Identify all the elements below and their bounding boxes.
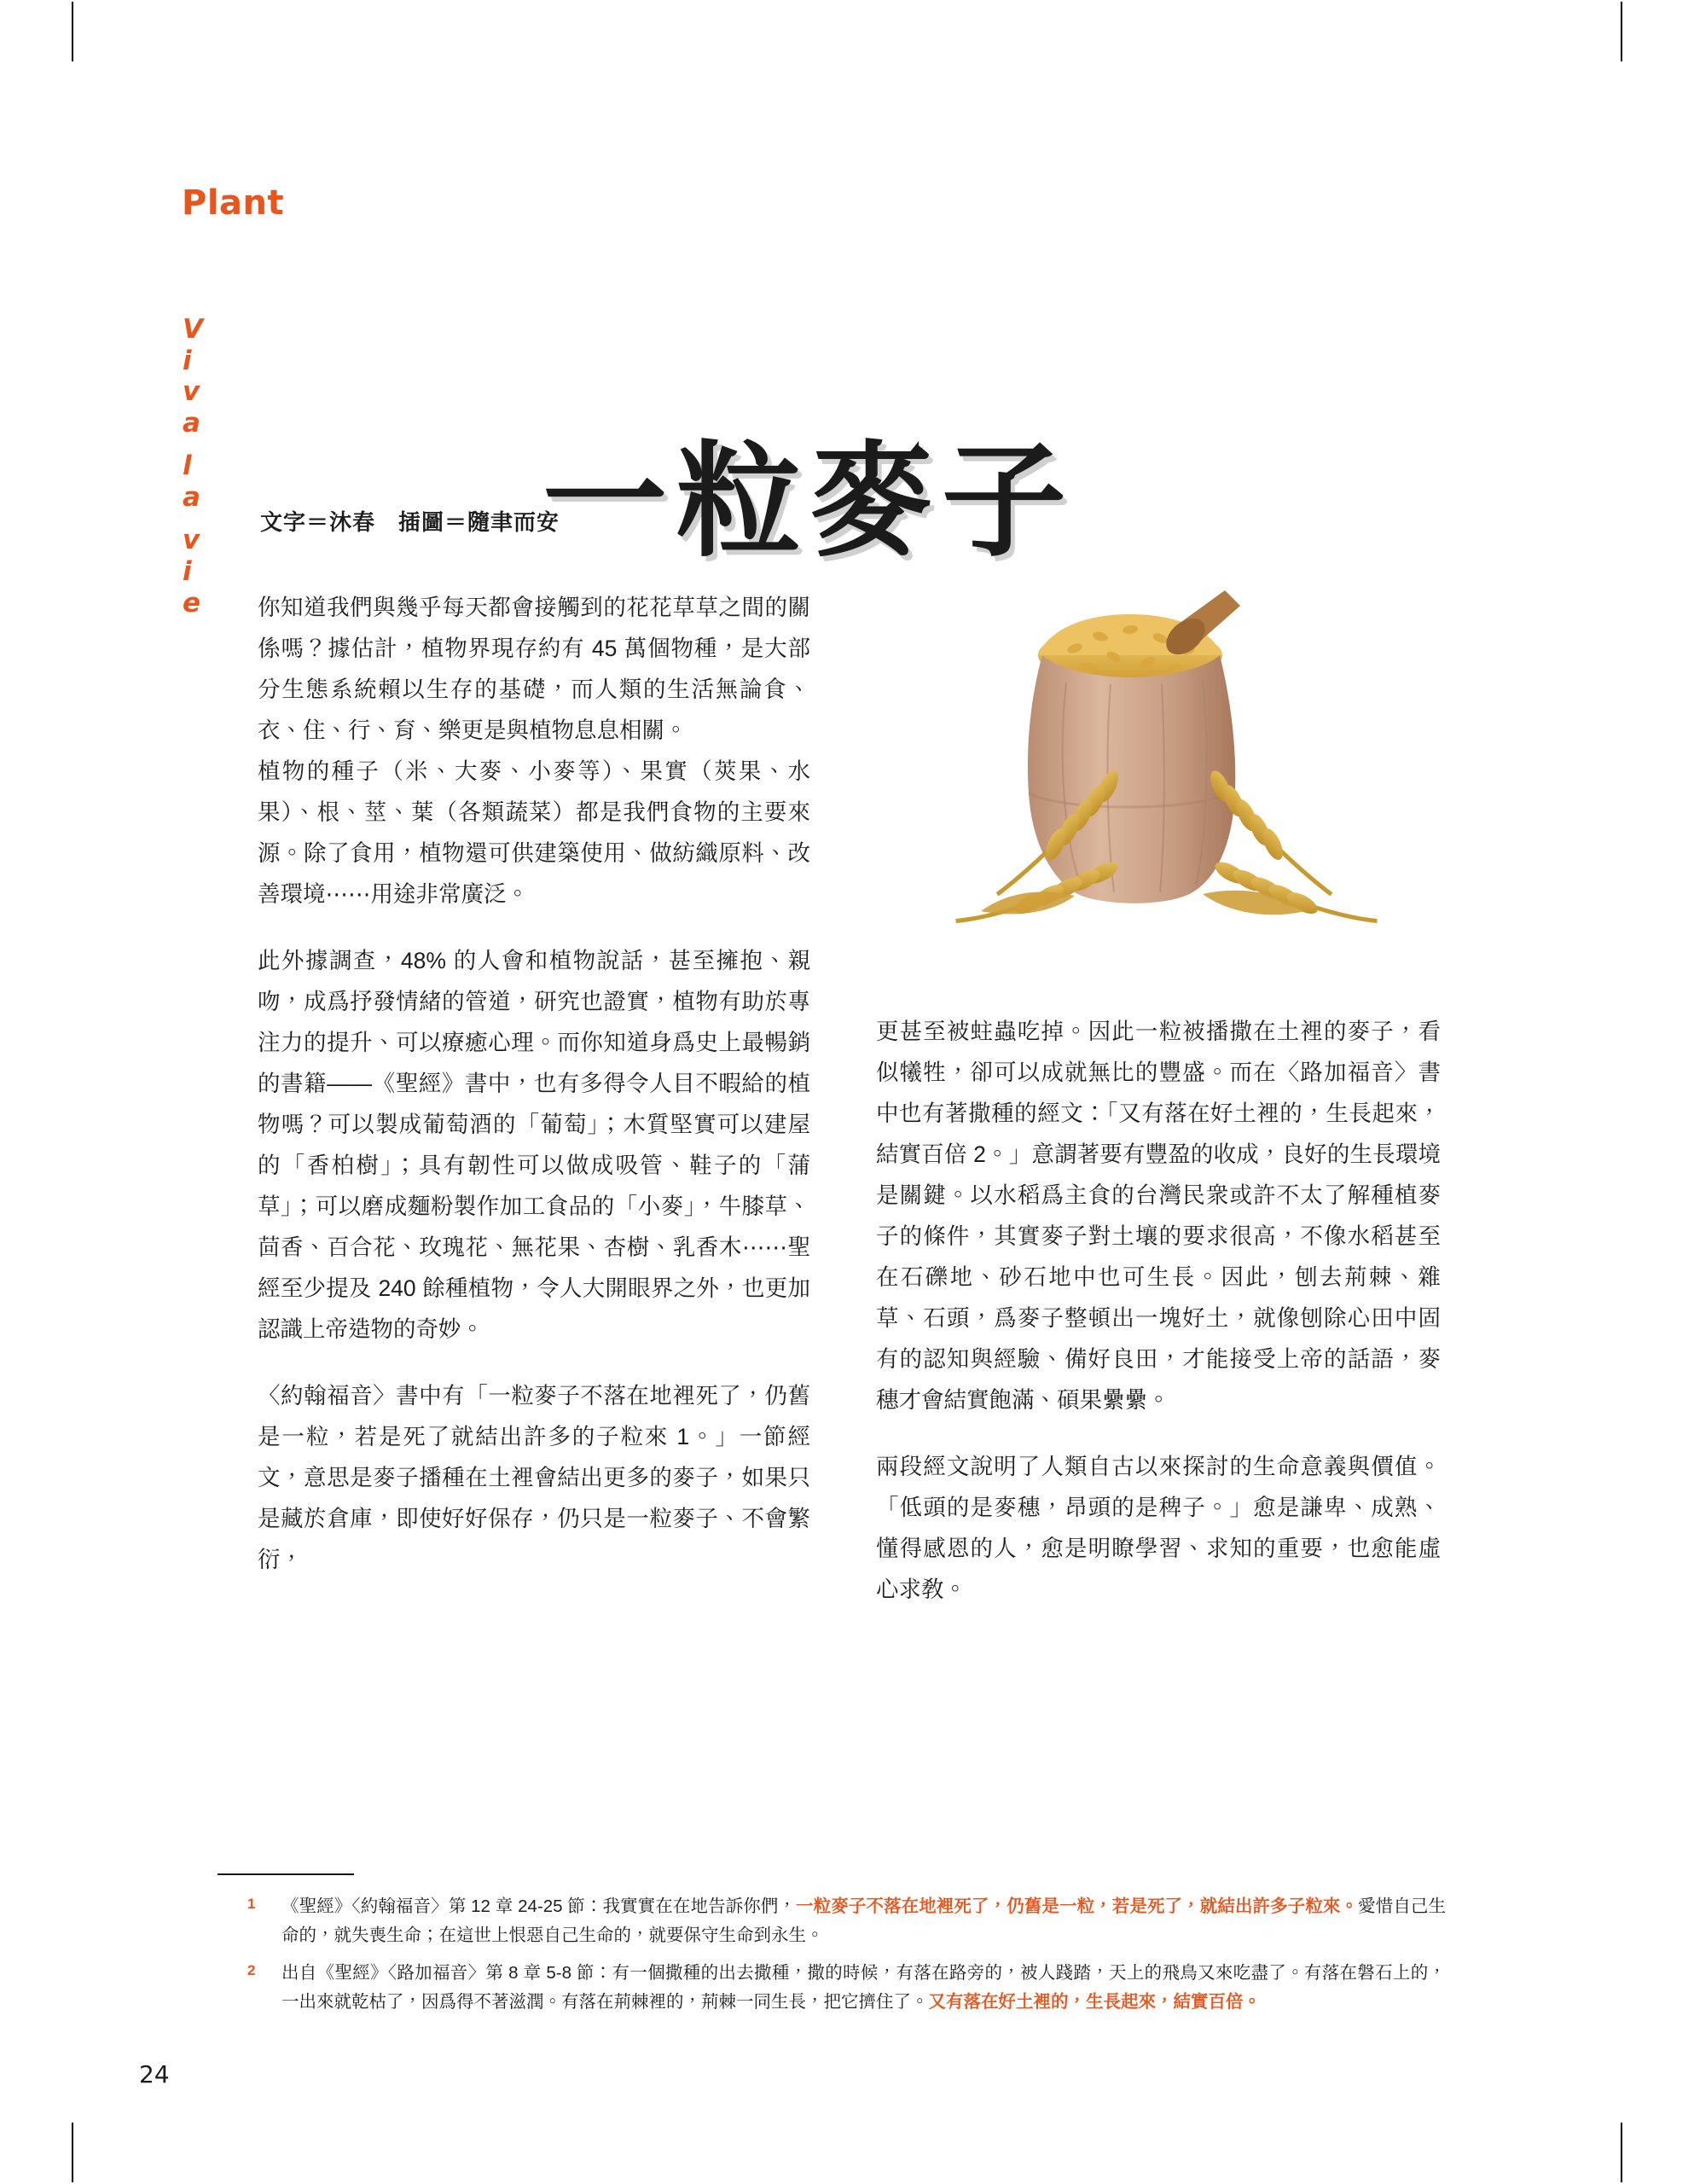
footnote-text-after: 愛惜自己生命的，就失喪生命；在這世上恨惡自己生命的，就要保守生命到永生。 — [281, 1896, 1447, 1945]
tagline-char: i — [183, 345, 192, 376]
tagline-char: V — [183, 314, 203, 345]
tagline-char: v — [183, 376, 200, 408]
section-kicker: Plant — [182, 183, 285, 223]
footnote-text-before: 《聖經》〈約翰福音〉第 12 章 24-25 節：我實實在在地告訴你們， — [281, 1896, 797, 1916]
paragraph: 你知道我們與幾乎每天都會接觸到的花花草草之間的關係嗎？據估計，植物界現存約有 45 萬個物種，是大部分生態系統賴以生存的基礎，而人類的生活無論食、衣、住、行、育、樂更是與植物息息相關。 — [258, 595, 810, 743]
body-right-column — [876, 1011, 1441, 1610]
paragraph: 植物的種子（米、大麥、小麥等）、果實（莢果、水果）、根、莖、葉（各類蔬菜）都是我們食物的主要來源。除了食用，植物還可供建築使用、做紡織原料、改善環境⋯⋯用途非常廣泛。 — [258, 758, 810, 907]
paragraph: 兩段經文說明了人類自古以來探討的生命意義與價值。「低頭的是麥穗，昂頭的是稗子。」愈是謙卑、成熟、懂得感恩的人，愈是明瞭學習、求知的重要，也愈能虛心求敎。 — [876, 1454, 1441, 1602]
crop-mark-top-left — [72, 2, 73, 61]
page-number: 24 — [139, 2060, 170, 2088]
tagline-char: l — [183, 450, 192, 482]
tagline-char: e — [183, 587, 201, 619]
crop-mark-bottom-left — [72, 2123, 73, 2182]
crop-mark-bottom-right — [1621, 2123, 1622, 2182]
footnote-item — [247, 1959, 1446, 2017]
footnote-number: 1 — [247, 1896, 256, 1912]
paragraph: 更甚至被蛀蟲吃掉。因此一粒被播撒在土裡的麥子，看似犧牲，卻可以成就無比的豐盛。而在〈路加福音〉書中也有著撒種的經文：「又有落在好土裡的，生長起來，結實百倍 2。」意謂著要有豐盈的收成，良好的生長環境是關鍵。以水稻爲主食的台灣民衆或許不太了解種植麥子的條件，其實麥子對土壤的要求很高，不像水稻甚至在石礫地、砂石地中也可生長。因此，刨去荊棘、雜草、石頭，爲麥子整頓出一塊好土，就像刨除心田中固有的認知與經驗、備好良田，才能接受上帝的話語，麥穗才會結實飽滿、碩果纍纍。 — [876, 1019, 1441, 1413]
article-title: 一粒麥子 — [542, 428, 1075, 574]
footnote-text-before: 出自《聖經》〈路加福音〉第 8 章 5-8 節：有一個撒種的出去撒種，撒的時候，有落在路旁的，被人踐踏，天上的飛鳥又來吃盡了。有落在磐石上的，一出來就乾枯了，因爲得不著滋潤。有落在荊棘裡的，荊棘一同生長，把它擠住了。 — [281, 1963, 1446, 2012]
wheat-sack-illustration — [947, 589, 1390, 981]
tagline-char: a — [183, 481, 200, 513]
footnote-highlight: 一粒麥子不落在地裡死了，仍舊是一粒，若是死了，就結出許多子粒來。 — [796, 1896, 1359, 1916]
byline: 文字＝沐春 插圖＝隨聿而安 — [260, 509, 560, 535]
footnote-number: 2 — [247, 1962, 256, 1978]
tagline-space — [183, 513, 217, 525]
tagline-char: i — [183, 556, 192, 588]
crop-mark-top-right — [1621, 2, 1622, 61]
paragraph: 此外據調查，48% 的人會和植物說話，甚至擁抱、親吻，成爲抒發情緒的管道，研究也證實，植物有助於專注力的提升、可以療癒心理。而你知道身爲史上最暢銷的書籍——《聖經》書中，也有多得令人目不暇給的植物嗎？可以製成葡萄酒的「葡萄」；木質堅實可以建屋的「香柏樹」；具有韌性可以做成吸管、鞋子的「蒲草」；可以磨成麵粉製作加工食品的「小麥」，牛膝草、茴香、百合花、玫瑰花、無花果、杏樹、乳香木⋯⋯聖經至少提及 240 餘種植物，令人大開眼界之外，也更加認識上帝造物的奇妙。 — [258, 948, 810, 1342]
paragraph: 〈約翰福音〉書中有「一粒麥子不落在地裡死了，仍舊是一粒，若是死了就結出許多的子粒來 1。」一節經文，意思是麥子播種在土裡會結出更多的麥子，如果只是藏於倉庫，即使好好保存，仍只是一粒麥子、不會繁衍， — [258, 1383, 810, 1572]
vertical-tagline — [183, 314, 217, 619]
footnotes — [247, 1892, 1446, 2025]
tagline-char: v — [183, 525, 200, 556]
wheat-sack-icon — [947, 589, 1390, 981]
footnote-highlight: 又有落在好土裡的，生長起來，結實百倍。 — [928, 1992, 1261, 2012]
tagline-space — [183, 439, 217, 450]
footnote-divider — [218, 1873, 354, 1875]
footnote-item — [247, 1892, 1446, 1950]
body-left-column — [258, 587, 810, 1580]
tagline-char: a — [183, 407, 200, 439]
